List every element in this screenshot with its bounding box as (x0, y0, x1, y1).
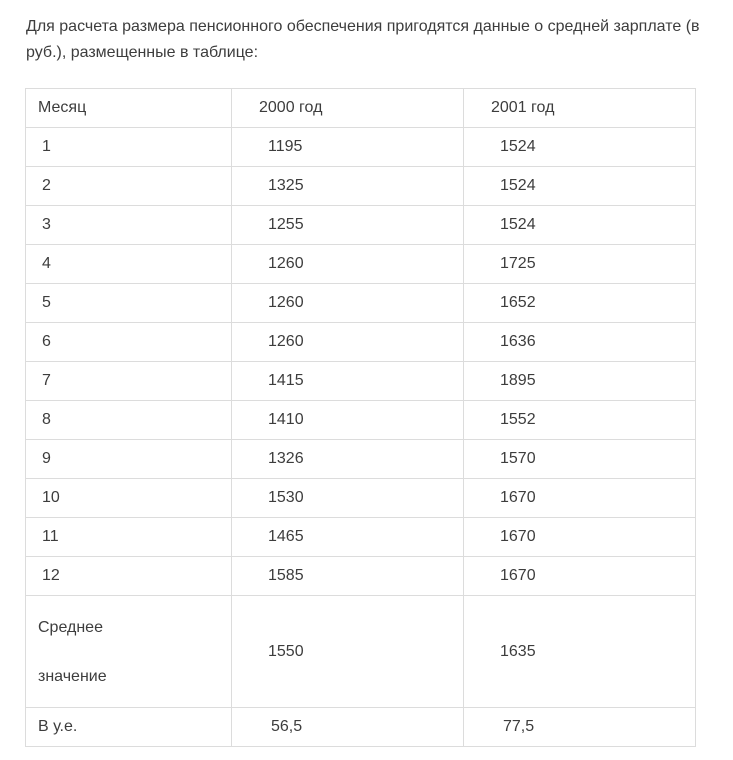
value-2001-cell: 1524 (464, 128, 696, 167)
value-2000-cell: 1260 (232, 245, 464, 284)
value-2000-cell: 1255 (232, 206, 464, 245)
month-cell: 5 (26, 284, 232, 323)
table-row (26, 167, 696, 206)
value-2000-cell: 1415 (232, 362, 464, 401)
value-2000-cell: 1260 (232, 284, 464, 323)
value-2001-cell: 1524 (464, 167, 696, 206)
table-header-row (26, 89, 696, 128)
value-2000-cell: 1530 (232, 479, 464, 518)
table-row (26, 284, 696, 323)
value-2001-cell: 1895 (464, 362, 696, 401)
ue-row (26, 708, 696, 747)
table-row (26, 518, 696, 557)
value-2001-cell: 1670 (464, 518, 696, 557)
month-cell: 6 (26, 323, 232, 362)
table-row (26, 128, 696, 167)
average-label-line1: Среднее (38, 618, 103, 636)
average-2001: 1635 (464, 596, 696, 708)
average-label (26, 596, 232, 708)
value-2000-cell: 1410 (232, 401, 464, 440)
salary-table (25, 88, 696, 747)
month-cell: 12 (26, 557, 232, 596)
ue-label: В у.е. (26, 708, 232, 747)
month-cell: 7 (26, 362, 232, 401)
average-2000: 1550 (232, 596, 464, 708)
value-2001-cell: 1725 (464, 245, 696, 284)
value-2000-cell: 1195 (232, 128, 464, 167)
average-row (26, 596, 696, 708)
value-2000-cell: 1465 (232, 518, 464, 557)
value-2001-cell: 1670 (464, 557, 696, 596)
ue-2000: 56,5 (232, 708, 464, 747)
month-cell: 10 (26, 479, 232, 518)
header-2000: 2000 год (232, 89, 464, 128)
value-2001-cell: 1670 (464, 479, 696, 518)
table-row (26, 479, 696, 518)
value-2000-cell: 1326 (232, 440, 464, 479)
header-month: Месяц (26, 89, 232, 128)
month-cell: 8 (26, 401, 232, 440)
month-cell: 3 (26, 206, 232, 245)
value-2000-cell: 1325 (232, 167, 464, 206)
table-row (26, 206, 696, 245)
table-row (26, 440, 696, 479)
month-cell: 1 (26, 128, 232, 167)
table-row (26, 245, 696, 284)
value-2001-cell: 1652 (464, 284, 696, 323)
value-2000-cell: 1260 (232, 323, 464, 362)
header-2001: 2001 год (464, 89, 696, 128)
month-cell: 2 (26, 167, 232, 206)
value-2001-cell: 1570 (464, 440, 696, 479)
table-row (26, 557, 696, 596)
value-2000-cell: 1585 (232, 557, 464, 596)
table-row (26, 323, 696, 362)
value-2001-cell: 1552 (464, 401, 696, 440)
ue-2001: 77,5 (464, 708, 696, 747)
value-2001-cell: 1524 (464, 206, 696, 245)
average-label-line2: значение (38, 667, 107, 685)
intro-paragraph: Для расчета размера пенсионного обеспечения пригодятся данные о средней зарплате (в руб.), размещенные в таблице: (26, 18, 700, 61)
month-cell: 11 (26, 518, 232, 557)
value-2001-cell: 1636 (464, 323, 696, 362)
month-cell: 4 (26, 245, 232, 284)
month-cell: 9 (26, 440, 232, 479)
table-row (26, 362, 696, 401)
table-row (26, 401, 696, 440)
